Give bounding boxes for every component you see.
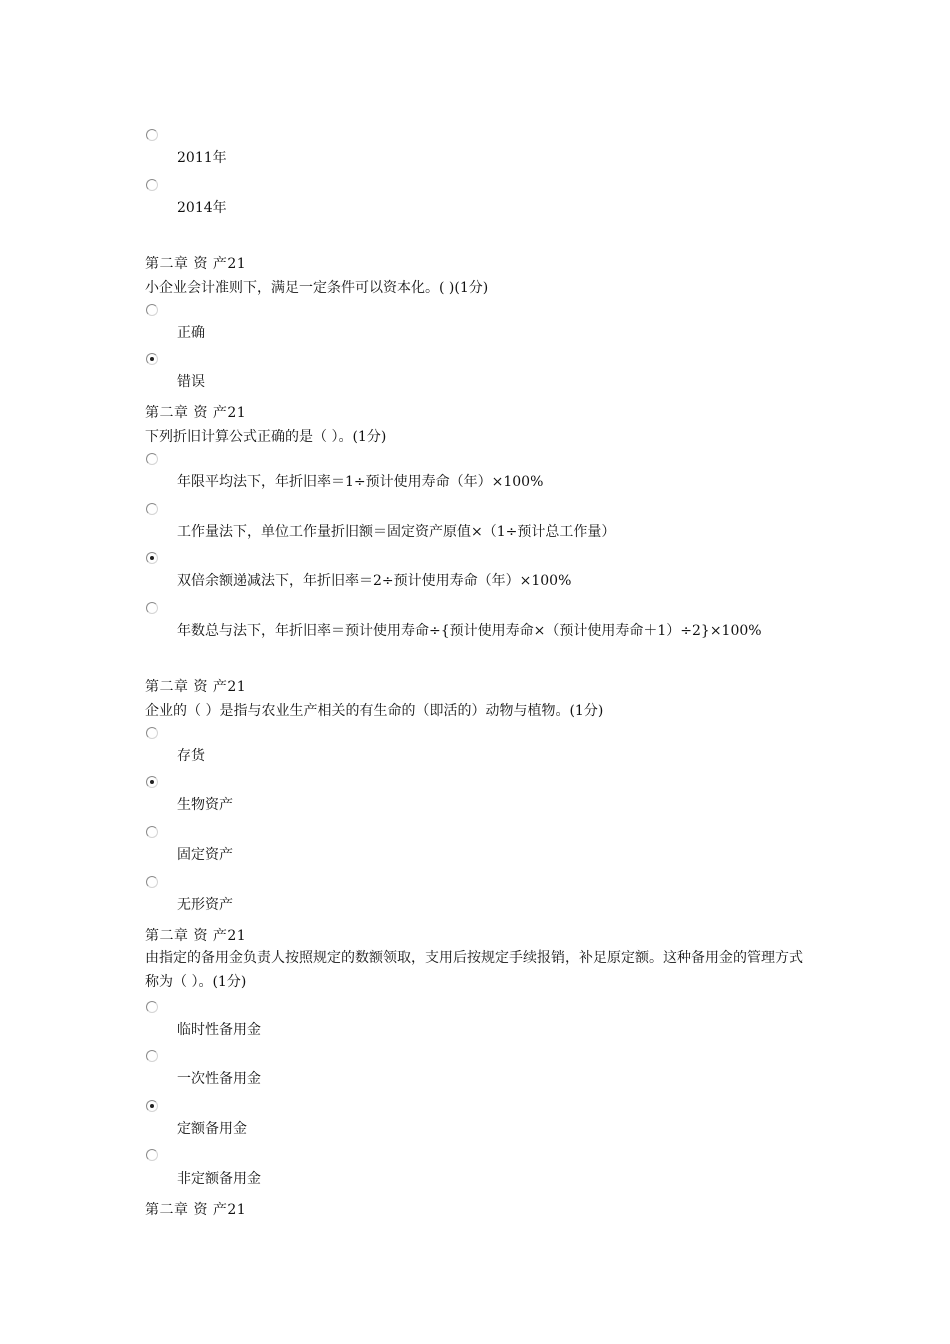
question-text: 企业的（ ）是指与农业生产相关的有生命的（即活的）动物与植物。(1分) bbox=[145, 703, 604, 719]
radio-selected-dot bbox=[150, 780, 154, 784]
option-radio[interactable] bbox=[146, 304, 158, 316]
option-label: 临时性备用金 bbox=[177, 1022, 261, 1038]
option-label: 定额备用金 bbox=[177, 1121, 247, 1137]
option-label: 年数总与法下，年折旧率＝预计使用寿命÷{预计使用寿命×（预计使用寿命＋1）÷2}×100% bbox=[177, 623, 762, 639]
option-label: 年限平均法下，年折旧率＝1÷预计使用寿命（年）×100% bbox=[177, 474, 544, 490]
option-radio[interactable] bbox=[146, 503, 158, 515]
option-radio[interactable] bbox=[146, 826, 158, 838]
chapter-heading: 第二章 资 产21 bbox=[145, 405, 247, 421]
option-label: 2014年 bbox=[177, 200, 227, 216]
option-radio[interactable] bbox=[146, 1050, 158, 1062]
chapter-heading: 第二章 资 产21 bbox=[145, 928, 247, 944]
radio-selected-dot bbox=[150, 556, 154, 560]
question-text: 由指定的备用金负责人按照规定的数额领取，支用后按规定手续报销，补足原定额。这种备用金的管理方式称为（ ）。(1分) bbox=[145, 950, 803, 990]
option-label: 无形资产 bbox=[177, 897, 233, 913]
chapter-heading: 第二章 资 产21 bbox=[145, 1202, 247, 1218]
question-text: 下列折旧计算公式正确的是（ ）。(1分) bbox=[145, 429, 387, 445]
option-label: 双倍余额递减法下，年折旧率＝2÷预计使用寿命（年）×100% bbox=[177, 573, 572, 589]
chapter-heading: 第二章 资 产21 bbox=[145, 679, 247, 695]
option-radio[interactable] bbox=[146, 727, 158, 739]
option-label: 一次性备用金 bbox=[177, 1071, 261, 1087]
chapter-heading: 第二章 资 产21 bbox=[145, 256, 247, 272]
option-label: 工作量法下，单位工作量折旧额＝固定资产原值×（1÷预计总工作量） bbox=[177, 524, 616, 540]
option-label: 存货 bbox=[177, 748, 205, 764]
question-text: 小企业会计准则下，满足一定条件可以资本化。( )(1分) bbox=[145, 280, 489, 296]
option-label: 正确 bbox=[177, 325, 205, 341]
option-radio[interactable] bbox=[146, 179, 158, 191]
option-radio-selected[interactable] bbox=[146, 1100, 158, 1112]
option-radio[interactable] bbox=[146, 1149, 158, 1161]
option-radio-selected[interactable] bbox=[146, 552, 158, 564]
option-radio[interactable] bbox=[146, 129, 158, 141]
option-label: 2011年 bbox=[177, 150, 227, 166]
option-radio-selected[interactable] bbox=[146, 353, 158, 365]
option-radio[interactable] bbox=[146, 602, 158, 614]
radio-selected-dot bbox=[150, 357, 154, 361]
option-radio-selected[interactable] bbox=[146, 776, 158, 788]
radio-selected-dot bbox=[150, 1104, 154, 1108]
option-label: 错误 bbox=[177, 374, 205, 390]
option-radio[interactable] bbox=[146, 876, 158, 888]
option-label: 固定资产 bbox=[177, 847, 233, 863]
option-radio[interactable] bbox=[146, 453, 158, 465]
option-label: 非定额备用金 bbox=[177, 1171, 261, 1187]
option-label: 生物资产 bbox=[177, 797, 233, 813]
option-radio[interactable] bbox=[146, 1001, 158, 1013]
